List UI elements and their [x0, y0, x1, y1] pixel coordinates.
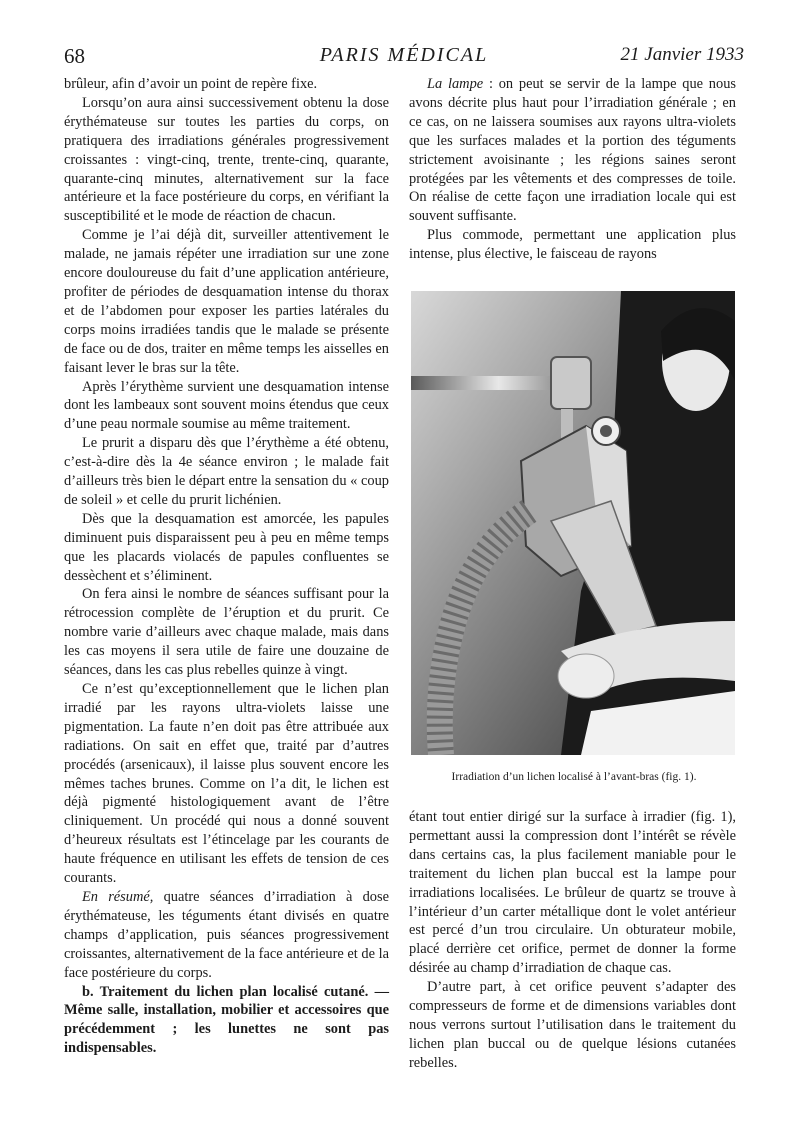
paragraph: On fera ainsi le nombre de séances suffisant pour la rétrocession complète de l’éruption et du prurit. Ce nombre varie d’ailleurs avec chaque malade, mais dans les cas moyens il sera utile de faire une douzaine de séances, dans les cas plus rebelles quinze à vingt.: [64, 586, 389, 679]
page-number: 68: [64, 44, 85, 68]
section-paragraph: [64, 983, 389, 1059]
paragraph: étant tout entier dirigé sur la surface à irradier (fig. 1), permettant aussi la compression dont l’intérêt se révèle dans certains cas, la plus facilement maniable pour le traitement du lichen plan buccal est la lampe pour irradiations localisées. Le brûleur de quartz se trouve à l’intérieur d’un carter métallique dont le volet antérieur est percé d’un trou circulaire. Un obturateur mobile, placé derrière cet orifice, permet de donner la forme désirée au champ d’irradiation de chaque cas.: [409, 809, 736, 977]
paragraph: Dès que la desquamation est amorcée, les papules diminuent puis disparaissent peu à peu en même temps que les placards violacés de papules confluentes se dessèchent et s’éliminent.: [64, 510, 389, 584]
journal-title: PARIS MÉDICAL: [319, 44, 489, 66]
issue-date: 21 Janvier 1933: [620, 44, 744, 65]
paragraph: Le prurit a disparu dès que l’érythème a été obtenu, c’est-à-dire dès la 4e séance environ ; le malade fait d’ailleurs très bien le départ entre la sensation du « coup de soleil » et celle du prurit lichénien.: [64, 435, 389, 508]
lamp-paragraph: [409, 75, 736, 226]
paragraph: Après l’érythème survient une desquamation intense dont les lambeaux sont souvent moins étendus que ceux d’une peau normale soumise au même traitement.: [64, 378, 389, 433]
paragraph: Comme je l’ai déjà dit, surveiller attentivement le malade, ne jamais répéter une irradiation sur une zone encore douloureuse du fait d’une application antérieure, profiter de périodes de desquamation intense du thorax et de l’abdomen pour exposer les parties latérales du corps moins irradiées tandis que le malade se présente de face ou de dos, traiter en même temps les aisselles en faisant lever le bras sur la tête.: [64, 227, 389, 376]
paragraph: Plus commode, permettant une application plus intense, plus élective, le faisceau de rayons: [409, 227, 736, 263]
paragraph: Ce n’est qu’exceptionnellement que le lichen plan irradié par les rayons ultra-violets laisse une pigmentation. La faute n’en doit pas être attribuée aux radiations. On sait en effet que, traité par d’autres procédés (arsenicaux), il laisse plus souvent encore les mêmes taches brunes. Comme on l’a dit, le lichen est déjà pigmenté histologiquement avant de l’être cliniquement. Un procédé qui nous a donné souvent d’heureux résultats est l’étincelage par les courants de haute fréquence en utilisant les effets de tension de ces courants.: [64, 681, 389, 887]
right-column-top: [409, 75, 736, 264]
section-heading: b. Traitement du lichen plan localisé cutané.: [82, 983, 369, 1000]
summary-lead: En résumé,: [82, 888, 154, 905]
section-text: — Même salle, installation, mobilier et accessoires que précédemment ; les lunettes ne sont pas indispensables.: [64, 983, 389, 1057]
summary-paragraph: [64, 888, 389, 983]
left-column: [64, 75, 389, 1058]
figure-photo: [411, 291, 735, 755]
paragraph: D’autre part, à cet orifice peuvent s’adapter des compresseurs de forme et de dimensions variables dont nous verrons surtout l’utilisation dans le traitement du lichen plan buccal ou de quelque lésions cutanées rebelles.: [409, 979, 736, 1071]
lamp-text: : on peut se servir de la lampe que nous avons décrite plus haut pour l’irradiation générale ; en ce cas, on ne laissera soumises aux rayons ultra-violets que les surfaces malades et la portion des téguments strictement avoisinante ; les régions saines seront protégées par les vêtements et des compresses de toile. On réalise de cette façon une irradiation locale qui est souvent suffisante.: [409, 76, 736, 225]
summary-text: quatre séances d’irradiation à dose érythémateuse, les téguments étant divisés en quatre champs d’application, puis séances progressivement croissantes, alternativement de la face antérieure et de la face postérieure du corps.: [64, 888, 389, 981]
page-header: [64, 44, 744, 72]
right-column-bottom: [409, 808, 736, 1073]
paragraph: brûleur, afin d’avoir un point de repère fixe.: [64, 76, 318, 92]
figure-caption: Irradiation d’un lichen localisé à l’avant-bras (fig. 1).: [451, 771, 697, 783]
lamp-lead: La lampe: [427, 76, 484, 92]
photo-illustration: [411, 291, 735, 755]
paragraph: Lorsqu’on aura ainsi successivement obtenu la dose érythémateuse sur toutes les parties du corps, on pratiquera des irradiations générales progressivement croissantes : vingt-cinq, trente, trente-cinq, quarante, quarante-cinq minutes, alternativement sur la face antérieure et la face postérieure du corps, en vérifiant la susceptibilité et le mode de réaction de chacun.: [64, 94, 389, 225]
